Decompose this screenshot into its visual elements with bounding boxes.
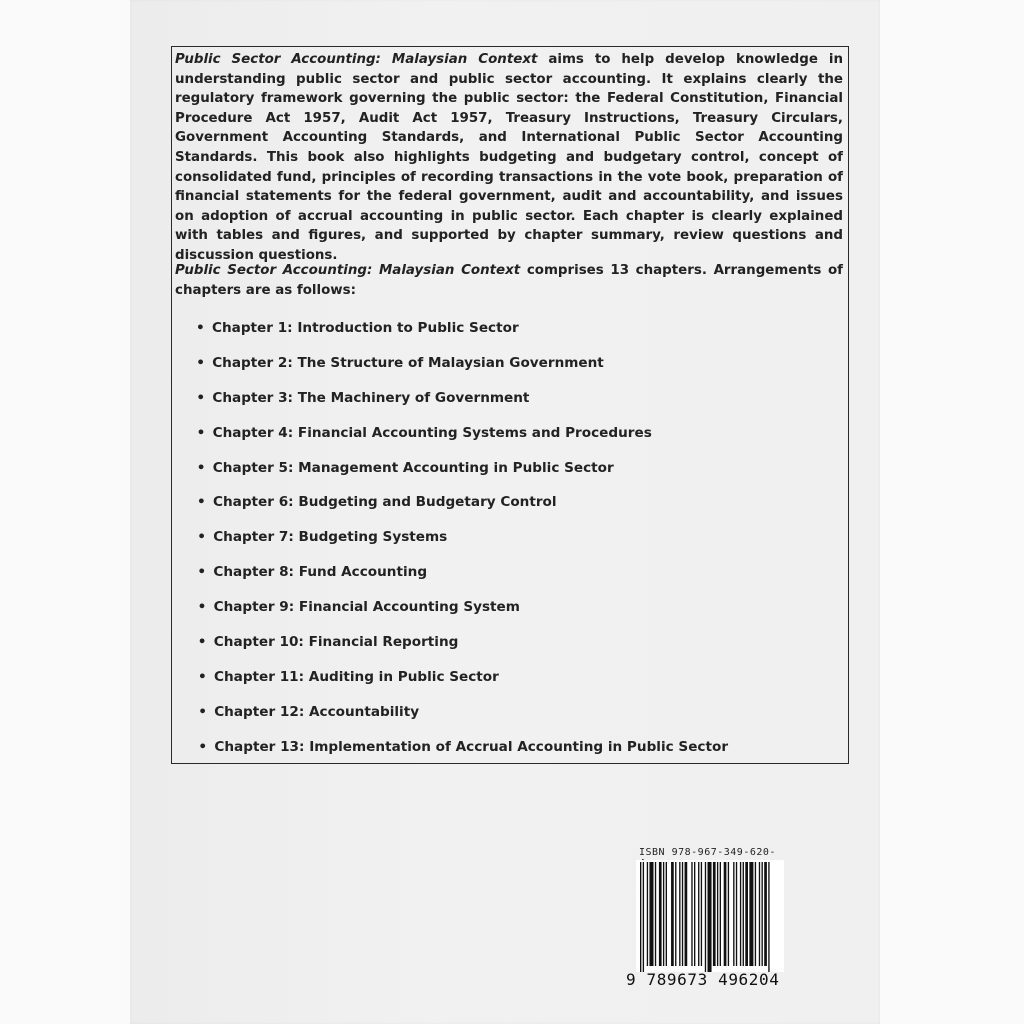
description-text: aims to help develop knowledge in understanding public sector and public sector accounting. It explains clearly the regulatory framework governing the public sector: the Federal Constitution, Financial Procedure Act 1957, Audit Act 1957, Treasury Instructions, Treasury Circulars, Government Accounting Standards, and International Public Sector Accounting Standards. This book also highlights budgeting and budgetary control, concept of consolidated fund, principles of recording transactions in the vote book, preparation of financial statements for the federal government, audit and accountability, and issues on adoption of accrual accounting in public sector. Each chapter is clearly explained with tables and figures, and supported by chapter summary, review questions and discussion questions.	[175, 52, 843, 263]
barcode-bar	[647, 862, 648, 966]
chapter-title: Chapter 6: Budgeting and Budgetary Control	[213, 494, 557, 511]
barcode-bar	[640, 862, 641, 972]
chapter-item	[198, 632, 838, 667]
barcode-bar	[743, 862, 744, 966]
bullet-point: •	[197, 634, 207, 651]
chapter-title: Chapter 11: Auditing in Public Sector	[214, 668, 499, 685]
barcode-bar	[675, 862, 676, 966]
barcode-bar	[663, 862, 664, 966]
chapter-title: Chapter 12: Accountability	[214, 703, 420, 720]
barcode-bar	[705, 862, 706, 972]
bullet-point: •	[196, 459, 206, 476]
chapter-list	[196, 318, 836, 772]
barcode-bar	[671, 862, 674, 966]
description-paragraph	[175, 50, 843, 266]
barcode-bar	[762, 862, 763, 966]
chapter-title: Chapter 13: Implementation of Accrual Accounting in Public Sector	[214, 738, 729, 755]
barcode-bar	[713, 862, 716, 966]
barcode-bar	[755, 862, 756, 966]
bullet-point: •	[197, 529, 206, 546]
barcode-bar	[768, 862, 769, 972]
chapter-item	[197, 492, 837, 527]
bullet-point: •	[198, 738, 208, 755]
chapter-title: Chapter 7: Budgeting Systems	[213, 529, 448, 546]
barcode-bar	[655, 862, 656, 966]
chapter-item	[196, 318, 836, 353]
chapter-title: Chapter 9: Financial Accounting System	[213, 599, 520, 616]
chapter-title: Chapter 2: The Structure of Malaysian Government	[212, 354, 604, 371]
chapter-item	[198, 667, 838, 702]
bullet-point: •	[196, 424, 206, 441]
chapter-item	[197, 527, 837, 562]
chapter-title: Chapter 5: Management Accounting in Public Sector	[212, 459, 614, 476]
barcode-bar	[745, 862, 748, 966]
barcode-number: 9 789673 496204	[626, 970, 780, 989]
chapter-item	[198, 737, 838, 772]
background-left	[0, 0, 130, 1024]
book-title-italic: Public Sector Accounting: Malaysian Context	[175, 52, 538, 67]
barcode-bar	[685, 862, 688, 966]
chapter-item	[198, 597, 838, 632]
bullet-point: •	[196, 320, 205, 336]
bullet-point: •	[197, 599, 207, 616]
chapters-intro-paragraph	[175, 261, 843, 300]
barcode-bar	[717, 862, 718, 966]
chapters-intro-text: comprises 13 chapters. Arrangements of chapters are as follows:	[175, 263, 843, 298]
barcode-bar	[643, 862, 644, 972]
barcode-bar	[724, 862, 727, 966]
barcode-bar	[682, 862, 683, 966]
barcode-bar	[728, 862, 729, 966]
barcode-bar	[666, 862, 667, 966]
chapter-item	[196, 388, 836, 423]
barcode-bar	[649, 862, 653, 966]
book-title-italic: Public Sector Accounting: Malaysian Context	[175, 263, 521, 278]
barcode-bar	[736, 862, 737, 966]
barcode-bar	[759, 862, 760, 966]
background-right	[880, 0, 1024, 1024]
barcode-bar	[733, 862, 734, 966]
barcode-bar	[691, 862, 692, 966]
chapter-title: Chapter 3: The Machinery of Government	[212, 389, 530, 406]
chapter-item	[196, 353, 836, 388]
isbn-label: ISBN 978-967-349-620-	[639, 847, 776, 858]
chapter-item	[197, 562, 837, 597]
barcode-bar	[659, 862, 662, 966]
bullet-point: •	[198, 668, 207, 685]
bullet-point: •	[196, 389, 206, 406]
chapter-title: Chapter 1: Introduction to Public Sector	[212, 320, 519, 336]
chapter-item	[197, 423, 837, 458]
bullet-point: •	[197, 564, 207, 581]
chapter-title: Chapter 4: Financial Accounting Systems and Procedures	[212, 424, 652, 441]
bullet-point: •	[196, 354, 205, 371]
chapter-title: Chapter 8: Fund Accounting	[213, 564, 428, 581]
bullet-point: •	[197, 494, 206, 511]
barcode-bar	[694, 862, 695, 966]
barcode-bar	[708, 862, 712, 972]
barcode-bar	[701, 862, 702, 966]
barcode-bar	[679, 862, 680, 966]
barcode-bar	[764, 862, 767, 966]
barcode-bar	[749, 862, 753, 966]
chapter-item	[197, 458, 837, 493]
bullet-point: •	[198, 703, 207, 720]
barcode-bar	[698, 862, 699, 966]
chapter-title: Chapter 10: Financial Reporting	[213, 634, 459, 651]
barcode-bar	[720, 862, 721, 966]
chapter-item	[198, 702, 838, 737]
barcode-bar	[740, 862, 741, 966]
